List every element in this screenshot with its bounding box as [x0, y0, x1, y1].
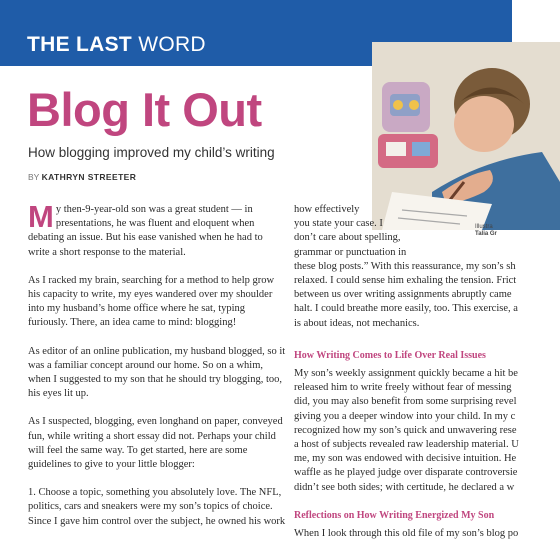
guideline-line: politics, cars and sneakers were my son’s topics of choice. [28, 501, 273, 513]
body-line: recognized how my son’s quick and unwavering rese [294, 424, 517, 436]
section-title-bold: THE LAST [27, 33, 133, 56]
right-column [294, 203, 524, 541]
paragraph-4: As I suspected, blogging, even longhand on paper, conveyed fun, while writing a short essay did not. Perhaps your child will feel the same way. To get started, here are some guidelines to give to your little blogger: [28, 416, 283, 471]
body-line: waffle as he played judge over disparate controversie [294, 467, 518, 479]
body-line: don’t care about spelling, [294, 232, 401, 244]
drop-cap: M [28, 199, 54, 234]
byline-prefix: BY [28, 172, 40, 182]
illustration-credit-name: Talia Gr [475, 231, 497, 237]
guideline-line: 1. Choose a topic, something you absolutely love. The NFL, [28, 487, 282, 499]
subheading-real-issues: How Writing Comes to Life Over Real Issues [294, 349, 486, 361]
body-line: didn’t see both sides; with certitude, he declared a w [294, 481, 515, 493]
byline [28, 172, 136, 182]
body-line: grammar or punctuation in [294, 246, 407, 258]
guideline-line: Since I gave him control over the subject, he owned his work [28, 515, 286, 527]
section-title [27, 33, 206, 57]
section-title-light: WORD [138, 33, 206, 56]
body-line: halt. I could breathe more easily, too. This exercise, a [294, 303, 518, 315]
left-column [28, 199, 286, 529]
body-line: how effectively [294, 204, 360, 215]
paragraph-3: As editor of an online publication, my husband blogged, so it was a familiar concept around our home. So on a whim, when I suggested to my son that he should try blogging, too, his eyes lit up. [28, 345, 286, 400]
body-line: My son’s weekly assignment quickly became a hit be [294, 368, 518, 380]
body-line: me, my son was endowed with decisive intuition. He [294, 453, 517, 465]
body-line: a host of subjects revealed raw leadership material. U [294, 439, 519, 451]
paragraph-1 [28, 199, 286, 260]
body-line: these blog posts.” With this reassurance, my son’s sh [294, 260, 516, 272]
subheading-reflections: Reflections on How Writing Energized My Son [294, 509, 495, 521]
body-line: When I look through this old file of my son’s blog po [294, 528, 519, 540]
body-line: giving you a deeper window into your child. In my c [294, 410, 516, 422]
body-line: relaxed. I could sense him exhaling the tension. Frict [294, 275, 517, 287]
author-name: KATHRYN STREETER [41, 172, 137, 182]
paragraph-2: As I racked my brain, searching for a method to help grow his capacity to write, my eyes wandered over my shoulder into my husband’s home office where he sat, typing furiously. There, an idea came to mind: blogging! [28, 274, 275, 329]
paragraph-1-text: y then-9-year-old son was a great student — in presentations, he was fluent and eloquent when debating an issue. But his ease vanished when he had to write a short response to the material. [28, 204, 263, 258]
body-line: between us over writing assignments abruptly came [294, 289, 512, 301]
illustration-credit-prefix: Illustra [475, 224, 493, 230]
body-line: is about ideas, not mechanics. [294, 317, 420, 329]
body-line: released him to write freely without fear of messing [294, 382, 512, 394]
article-illustration [372, 42, 560, 230]
article-headline: Blog It Out [27, 83, 262, 136]
body-line: did, you may also benefit from some surprising revel [294, 396, 517, 408]
body-line: you state your case. I [294, 218, 383, 230]
article-subtitle: How blogging improved my child’s writing [28, 145, 275, 160]
guideline-item-1 [28, 486, 286, 529]
